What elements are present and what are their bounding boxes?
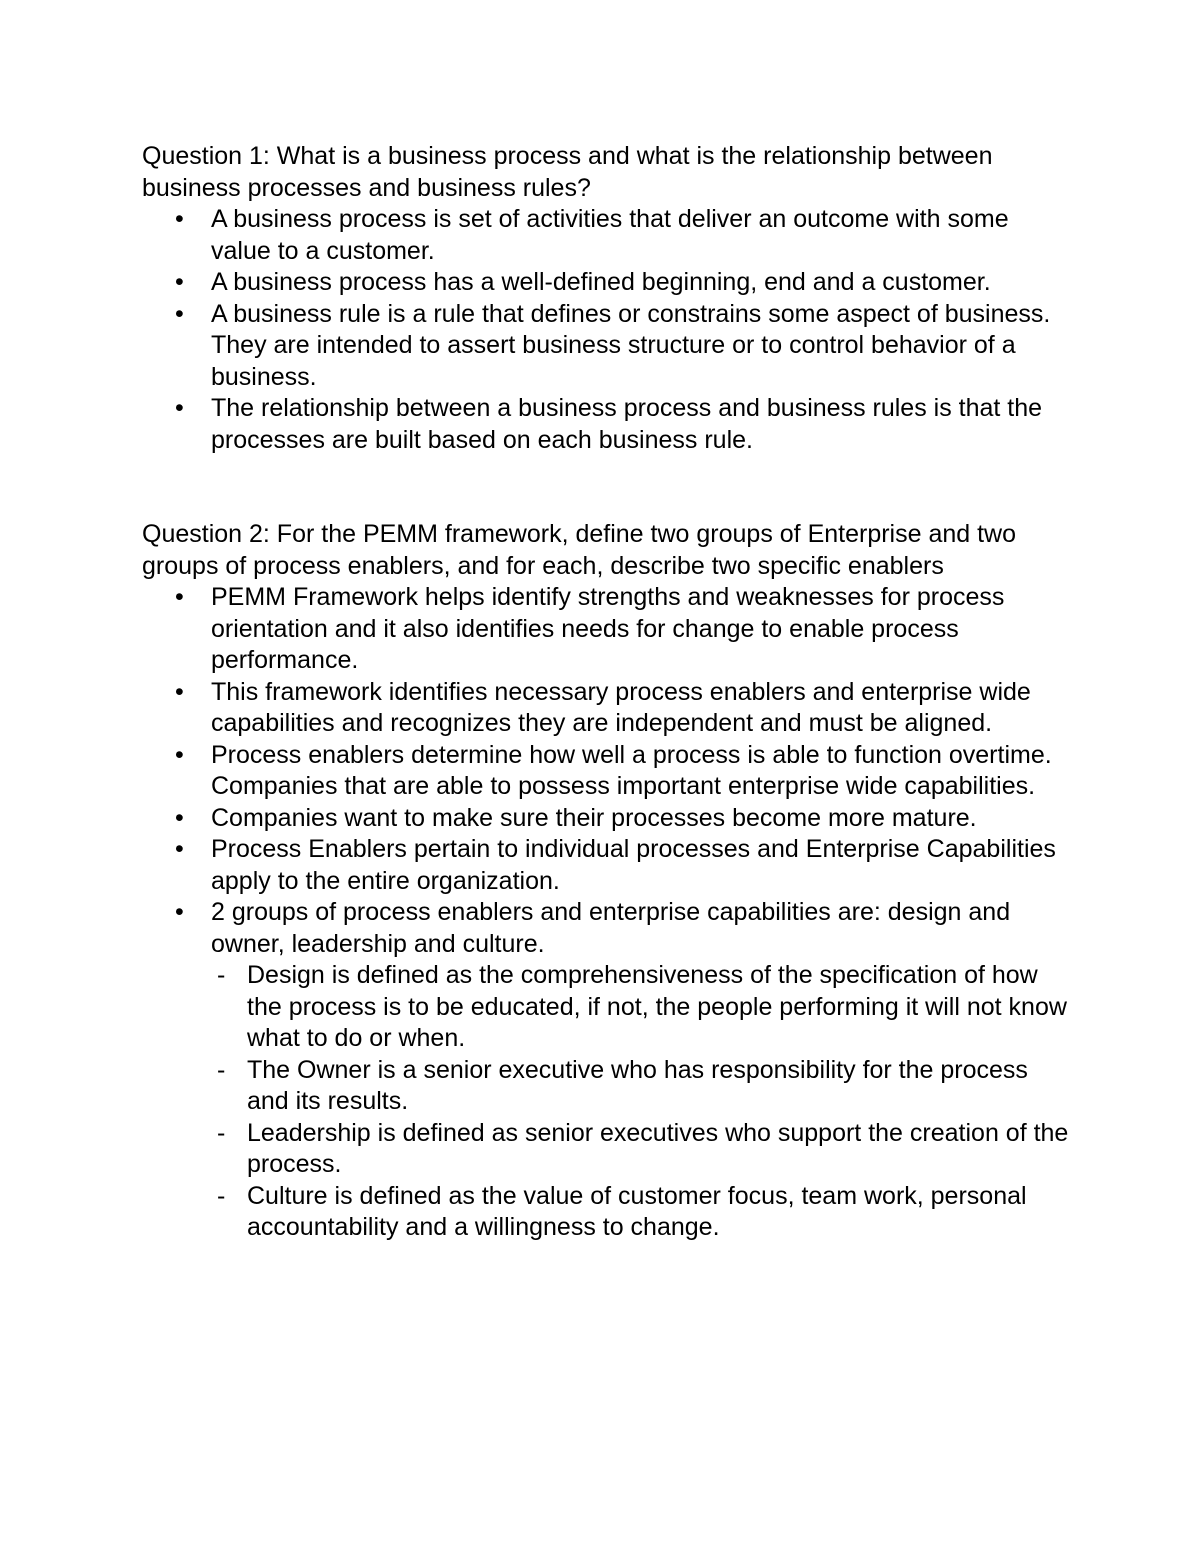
bullet-item-with-sublist	[211, 897, 1072, 1244]
dash-item: - Leadership is defined as senior executives who support the creation of the process.	[247, 1118, 1072, 1181]
question-1-heading: Question 1: What is a business process and what is the relationship between business processes and business rules?	[142, 142, 993, 202]
dash-item: - The Owner is a senior executive who has responsibility for the process and its results.	[247, 1055, 1072, 1118]
question-1-bullet-list	[142, 204, 1072, 456]
bullet-item: • A business process is set of activities that deliver an outcome with some value to a customer.	[211, 204, 1072, 267]
bullet-item: • The relationship between a business process and business rules is that the processes are built based on each business rule.	[211, 393, 1072, 456]
bullet-item: • Companies want to make sure their processes become more mature.	[211, 803, 1072, 835]
bullet-item: • A business process has a well-defined beginning, end and a customer.	[211, 267, 1072, 299]
dash-item: - Culture is defined as the value of customer focus, team work, personal accountability and a willingness to change.	[247, 1181, 1072, 1244]
bullet-item: • PEMM Framework helps identify strengths and weaknesses for process orientation and it also identifies needs for change to enable process performance.	[211, 582, 1072, 677]
dash-sub-list	[211, 960, 1072, 1244]
question-2-bullet-list	[142, 582, 1072, 1244]
bullet-item-text: 2 groups of process enablers and enterprise capabilities are: design and owner, leadership and culture.	[211, 898, 1011, 958]
bullet-item: • Process enablers determine how well a process is able to function overtime. Companies that are able to possess important enterprise wide capabilities.	[211, 740, 1072, 803]
question-2-heading: Question 2: For the PEMM framework, define two groups of Enterprise and two groups of process enablers, and for each, describe two specific enablers	[142, 520, 1017, 580]
document-page	[142, 141, 1072, 1244]
bullet-item: • This framework identifies necessary process enablers and enterprise wide capabilities and recognizes they are independent and must be aligned.	[211, 677, 1072, 740]
dash-item: - Design is defined as the comprehensiveness of the specification of how the process is to be educated, if not, the people performing it will not know what to do or when.	[247, 960, 1072, 1055]
question-1-section	[142, 141, 1072, 456]
question-2-section	[142, 519, 1072, 1244]
bullet-item: • A business rule is a rule that defines or constrains some aspect of business. They are intended to assert business structure or to control behavior of a business.	[211, 299, 1072, 394]
bullet-item: • Process Enablers pertain to individual processes and Enterprise Capabilities apply to the entire organization.	[211, 834, 1072, 897]
